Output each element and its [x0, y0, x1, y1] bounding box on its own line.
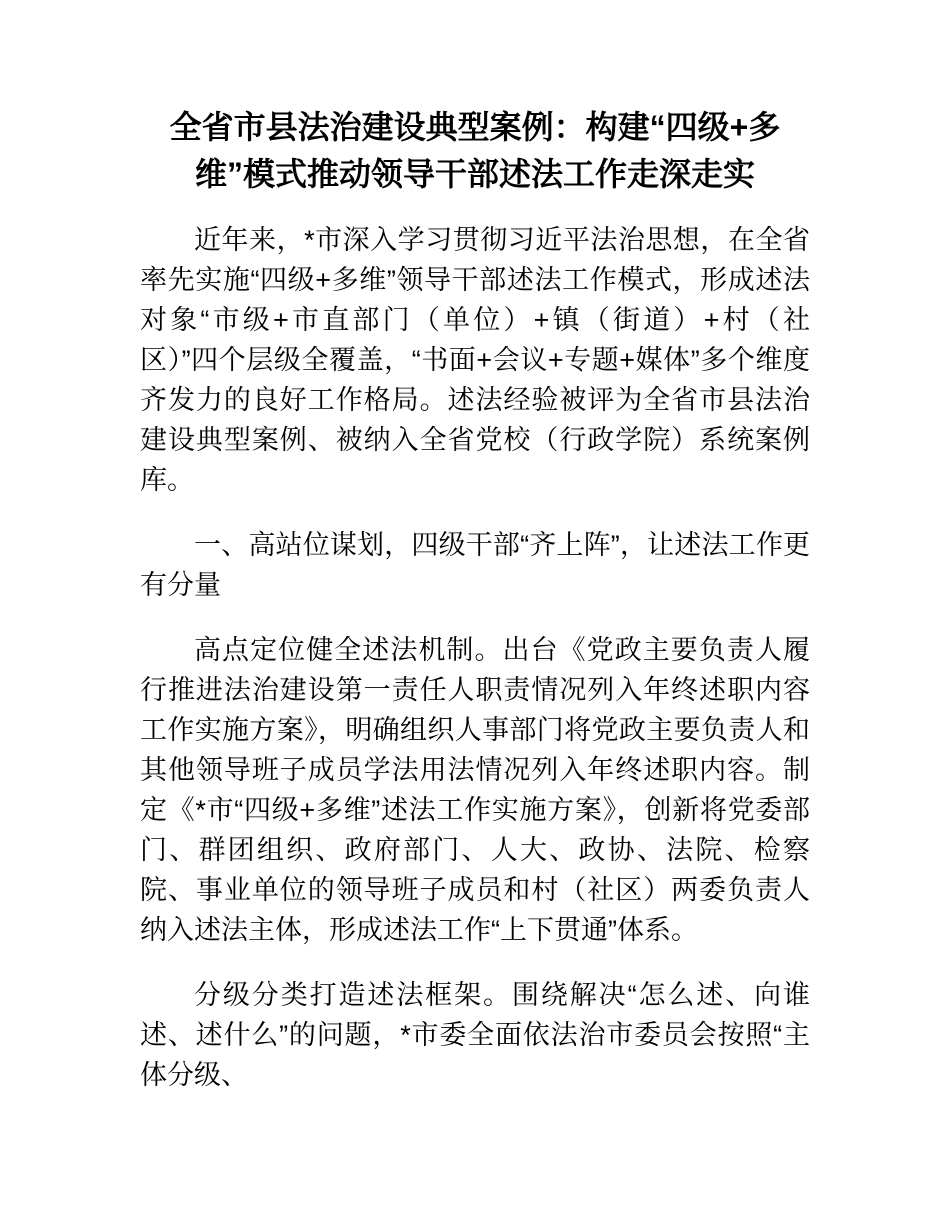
document-title: 全省市县法治建设典型案例：构建“四级+多维”模式推动领导干部述法工作走深走实: [169, 109, 781, 192]
section-1-heading: 一、高站位谋划，四级干部“齐上阵”，让述法工作更有分量: [140, 530, 810, 600]
section-1-paragraph-1: 高点定位健全述法机制。出台《党政主要负责人履行推进法治建设第一责任人职责情况列入年终述职内容工作实施方案》，明确组织人事部门将党政主要负责人和其他领导班子成员学法用法情况列入年终述职内容。制定《*市“四级+多维”述法工作实施方案》，创新将党委部门、群团组织、政府部门、人大、政协、法院、检察院、事业单位的领导班子成员和村（社区）两委负责人纳入述法主体，形成述法工作“上下贯通”体系。: [140, 635, 810, 945]
section-1-paragraph-2: 分级分类打造述法框架。围绕解决“怎么述、向谁述、述什么”的问题，*市委全面依法治市委员会按照“主体分级、: [140, 980, 810, 1090]
intro-paragraph: 近年来，*市深入学习贯彻习近平法治思想，在全省率先实施“四级+多维”领导干部述法工作模式，形成述法对象“市级+市直部门（单位）+镇（街道）+村（社区）”四个层级全覆盖，“书面+会议+专题+媒体”多个维度齐发力的良好工作格局。述法经验被评为全省市县法治建设典型案例、被纳入全省党校（行政学院）系统案例库。: [140, 225, 810, 495]
